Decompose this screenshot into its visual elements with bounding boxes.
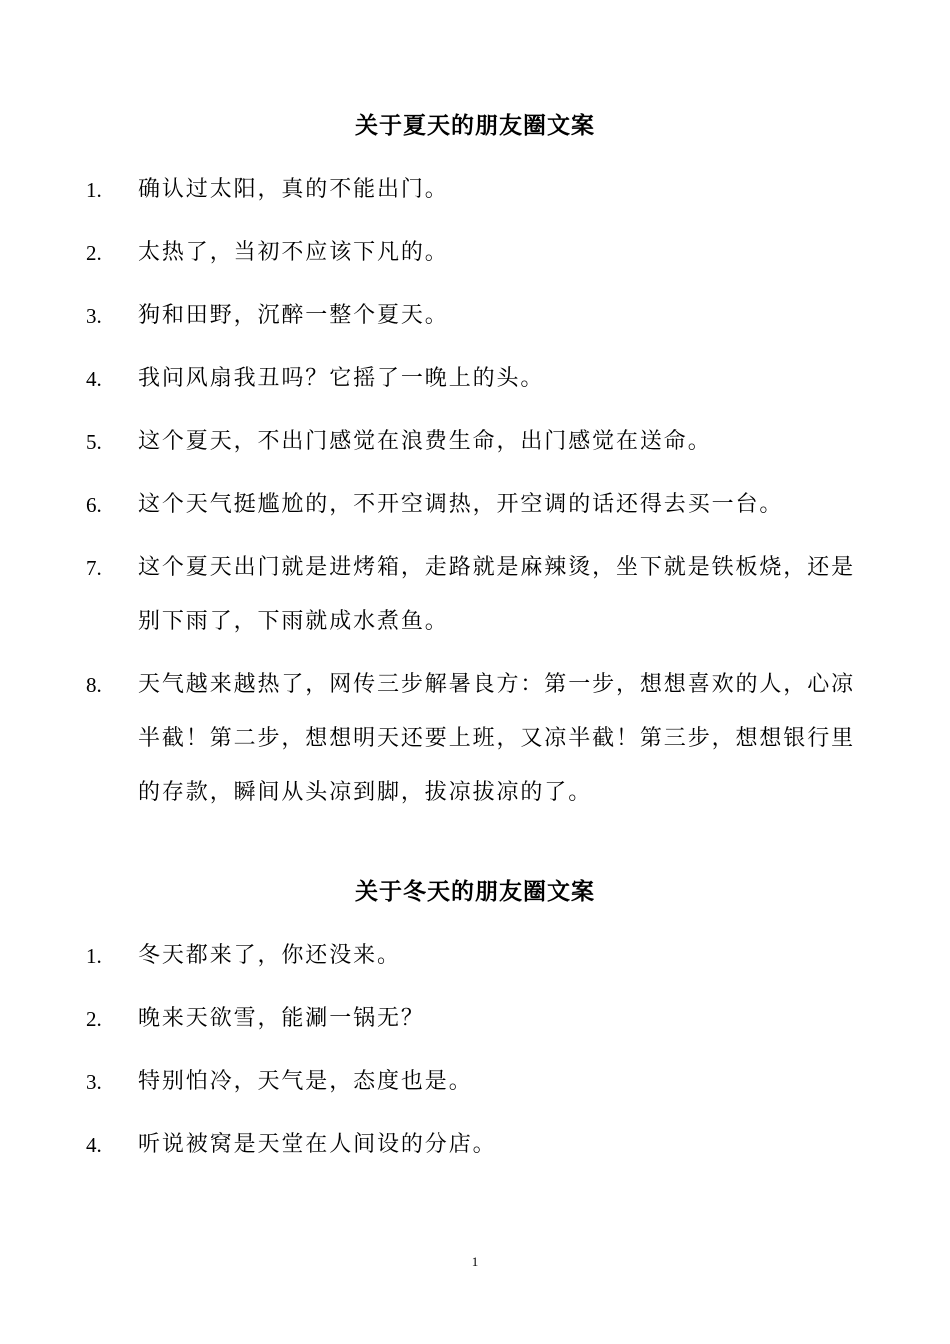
list-item-number: 2.: [86, 1007, 102, 1031]
list-item: [0, 992, 950, 1046]
list-item: [0, 352, 950, 406]
list-item: [0, 478, 950, 532]
list-item-text: 听说被窝是天堂在人间设的分店。: [138, 1132, 497, 1157]
list-item-number: 8.: [86, 673, 102, 697]
list-item: [0, 658, 950, 820]
list-item-text: 晚来天欲雪，能涮一锅无？: [138, 1006, 425, 1031]
list-item: [0, 1055, 950, 1109]
list-item-number: 4.: [86, 1133, 102, 1157]
list-item: [0, 226, 950, 280]
list-item-text: 这个天气挺尴尬的，不开空调热，开空调的话还得去买一台。: [138, 492, 784, 517]
list-item: [0, 1118, 950, 1172]
list-item: [0, 929, 950, 983]
list-item-number: 3.: [86, 1070, 102, 1094]
list-item-number: 2.: [86, 241, 102, 265]
list-item-text: 狗和田野，沉醉一整个夏天。: [138, 303, 449, 328]
list-item-number: 4.: [86, 367, 102, 391]
list-item-text: 这个夏天，不出门感觉在浪费生命，出门感觉在送命。: [138, 429, 712, 454]
list-item-number: 6.: [86, 493, 102, 517]
winter-list: [0, 929, 950, 1172]
list-item-text: 确认过太阳，真的不能出门。: [138, 177, 449, 202]
list-item: [0, 415, 950, 469]
winter-section-title: 关于冬天的朋友圈文案: [355, 879, 595, 905]
list-item-number: 3.: [86, 304, 102, 328]
list-item-text: 太热了，当初不应该下凡的。: [138, 240, 449, 265]
list-item: [0, 289, 950, 343]
summer-list: [0, 163, 950, 820]
list-item-text: 这个夏天出门就是进烤箱，走路就是麻辣烫，坐下就是铁板烧，还是别下雨了，下雨就成水煮鱼。: [138, 555, 856, 634]
list-item-number: 1.: [86, 944, 102, 968]
list-item-number: 7.: [86, 556, 102, 580]
list-item: [0, 541, 950, 649]
page-number: 1: [471, 1254, 479, 1269]
list-item-text: 天气越来越热了，网传三步解暑良方：第一步，想想喜欢的人，心凉半截！第二步，想想明天还要上班，又凉半截！第三步，想想银行里的存款，瞬间从头凉到脚，拔凉拔凉的了。: [138, 672, 856, 805]
list-item-number: 5.: [86, 430, 102, 454]
list-item: [0, 163, 950, 217]
list-item-number: 1.: [86, 178, 102, 202]
summer-section-title: 关于夏天的朋友圈文案: [355, 113, 595, 139]
list-item-text: 我问风扇我丑吗？它摇了一晚上的头。: [138, 366, 545, 391]
list-item-text: 特别怕冷，天气是，态度也是。: [138, 1069, 473, 1094]
list-item-text: 冬天都来了，你还没来。: [138, 943, 401, 968]
